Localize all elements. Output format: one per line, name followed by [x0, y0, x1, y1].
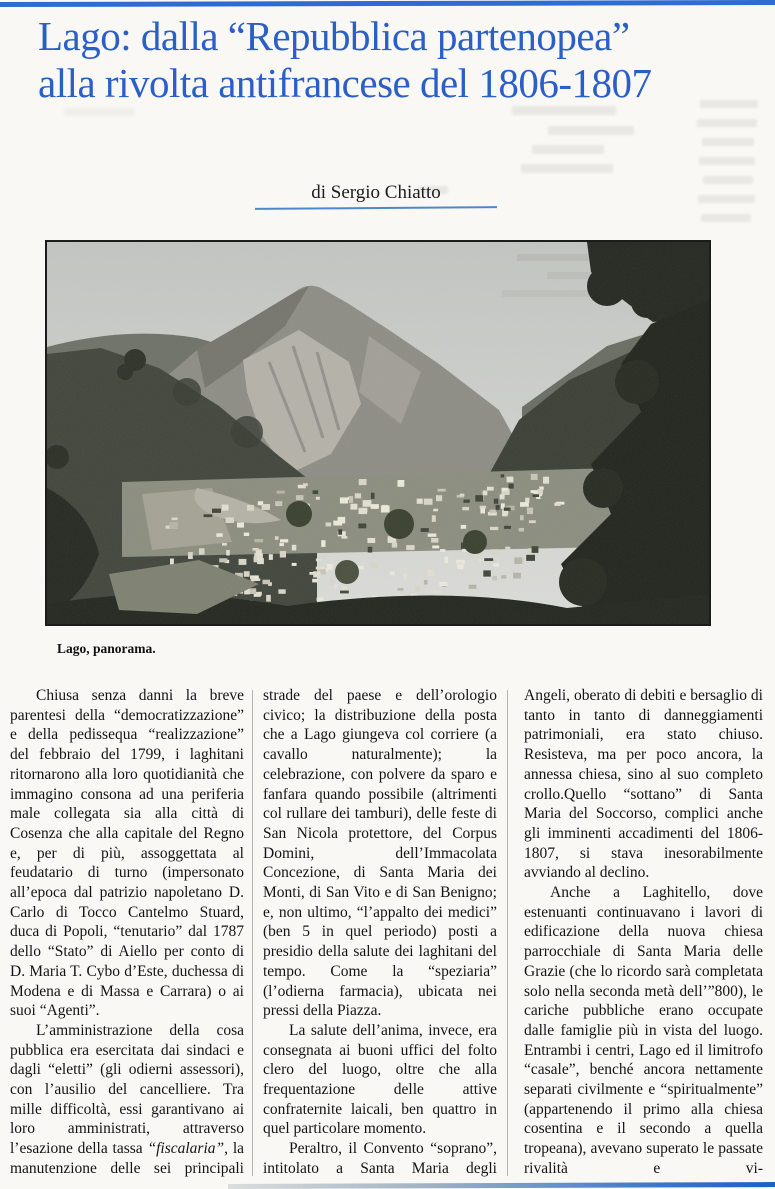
text-column-1: [10, 686, 244, 1180]
bleed-through-mark: [548, 126, 634, 135]
text-column-3: [524, 686, 763, 1180]
text-column-2: [263, 686, 497, 1180]
bleed-through-mark: [512, 106, 616, 115]
paragraph: Anche a Laghitello, dove estenuanti continuavano i lavori di edificazione della nuova chiesa parrocchiale di Santa Maria delle Grazie (che lo ricordo sarà completata solo nella seconda metà dell’”800), le cariche pubbliche erano occupate dalle famiglie più in vista del luogo. Entrambi i centri, Lago ed il limitrofo “casale”, benché ancora nettamente separati civilmente e “spiritualmente” (appartenendo il primo alla chiesa cosentina e il secondo a quella tropeana), avevano superato le passate rivalità e vi-: [524, 884, 763, 1177]
byline: di Sergio Chiatto: [311, 182, 441, 203]
paragraph: L’amministrazione della cosa pubblica era esercitata dai sindaci e dagli “eletti” (gli odierni assessori), con l’ausilio del cancelliere. Tra mille difficoltà, essi garantivano ai loro amministrati, attraverso l’esazione della tassa “fiscalaria”, la manutenzione delle sei principali: [10, 1021, 244, 1177]
bleed-through-mark: [702, 138, 754, 146]
paragraph: Chiusa senza danni la breve parentesi della “democratizzazione” e della pedissequa “realizzazione” del febbraio del 1799, i laghitani ritornarono alla loro quotidianità che immagino consona ad una periferia male collegata sia alla città di Cosenza che alla capitale del Regno e, per di più, assoggettata al feudatario di turno (impersonato all’epoca dal patrizio napoletano D. Carlo di Tocco Cantelmo Stuard, duca di Popoli, “tenutario” dal 1787 dello “Stato” di Aiello per conto di D. Maria T. Cybo d’Este, duchessa di Modena e di Massa e Carrara) o ai suoi “Agenti”.: [10, 687, 244, 1020]
bleed-through-mark: [698, 195, 755, 203]
bleed-through-mark: [697, 119, 757, 127]
bleed-through-mark: [532, 145, 604, 154]
paragraph: Angeli, oberato di debiti e bersaglio di tanto in tanto di danneggiamenti patrimoniali, era stato chiuso. Resisteva, ma per poco ancora, la annessa chiesa, sino al suo completo crollo.Quello “sottano” di Santa Maria del Soccorso, complici anche gli imminenti accadimenti del 1806-1807, si stava inesorabilmente avviando al declino.: [524, 687, 763, 882]
photo-caption: Lago, panorama.: [57, 641, 156, 656]
bleed-through-mark: [521, 164, 613, 173]
article-title-line1: Lago: dalla “Repubblica partenopea”: [38, 13, 630, 59]
bleed-through-mark: [700, 100, 758, 108]
bleed-through-mark: [701, 214, 751, 222]
byline-wrap: [255, 182, 497, 204]
paragraph: Peraltro, il Convento “soprano”, intitolato a Santa Maria degli: [263, 1140, 497, 1177]
bleed-through-mark: [64, 108, 134, 116]
top-accent-rule: [0, 0, 775, 7]
article-title: [38, 13, 753, 107]
article-title-line2: alla rivolta antifrancese del 1806-1807: [38, 60, 652, 106]
panorama-photo-art: [47, 242, 709, 624]
column-divider: [252, 690, 253, 1176]
byline-underline: [255, 206, 497, 210]
paragraph: La salute dell’anima, invece, era consegnata ai buoni uffici del folto clero del luogo, oltre che alla frequentazione delle attive confraternite laicali, ben quattro in quel particolare momento.: [263, 1021, 497, 1138]
bottom-accent-rule: [228, 1182, 775, 1189]
column-divider: [507, 690, 508, 1176]
bleed-through-mark: [703, 176, 753, 184]
panorama-photo: [45, 240, 711, 626]
bleed-through-mark: [699, 157, 755, 165]
paragraph: strade del paese e dell’orologio civico; la distribuzione della posta che a Lago giungeva col corriere (a cavallo naturalmente); la celebrazione, con polvere da sparo e fanfara quando possibile (altrimenti col rullare dei tamburi), delle feste di San Nicola protettore, del Corpus Domini, dell’Immacolata Concezione, di Santa Maria dei Monti, di San Vito e di San Benigno; e, non ultimo, “l’appalto dei medici” (ben 5 in quel periodo) posti a presidio della salute dei laghitani del tempo. Come la “speziaria” (l’odierna farmacia), ubicata nei pressi della Piazza.: [263, 687, 497, 1020]
